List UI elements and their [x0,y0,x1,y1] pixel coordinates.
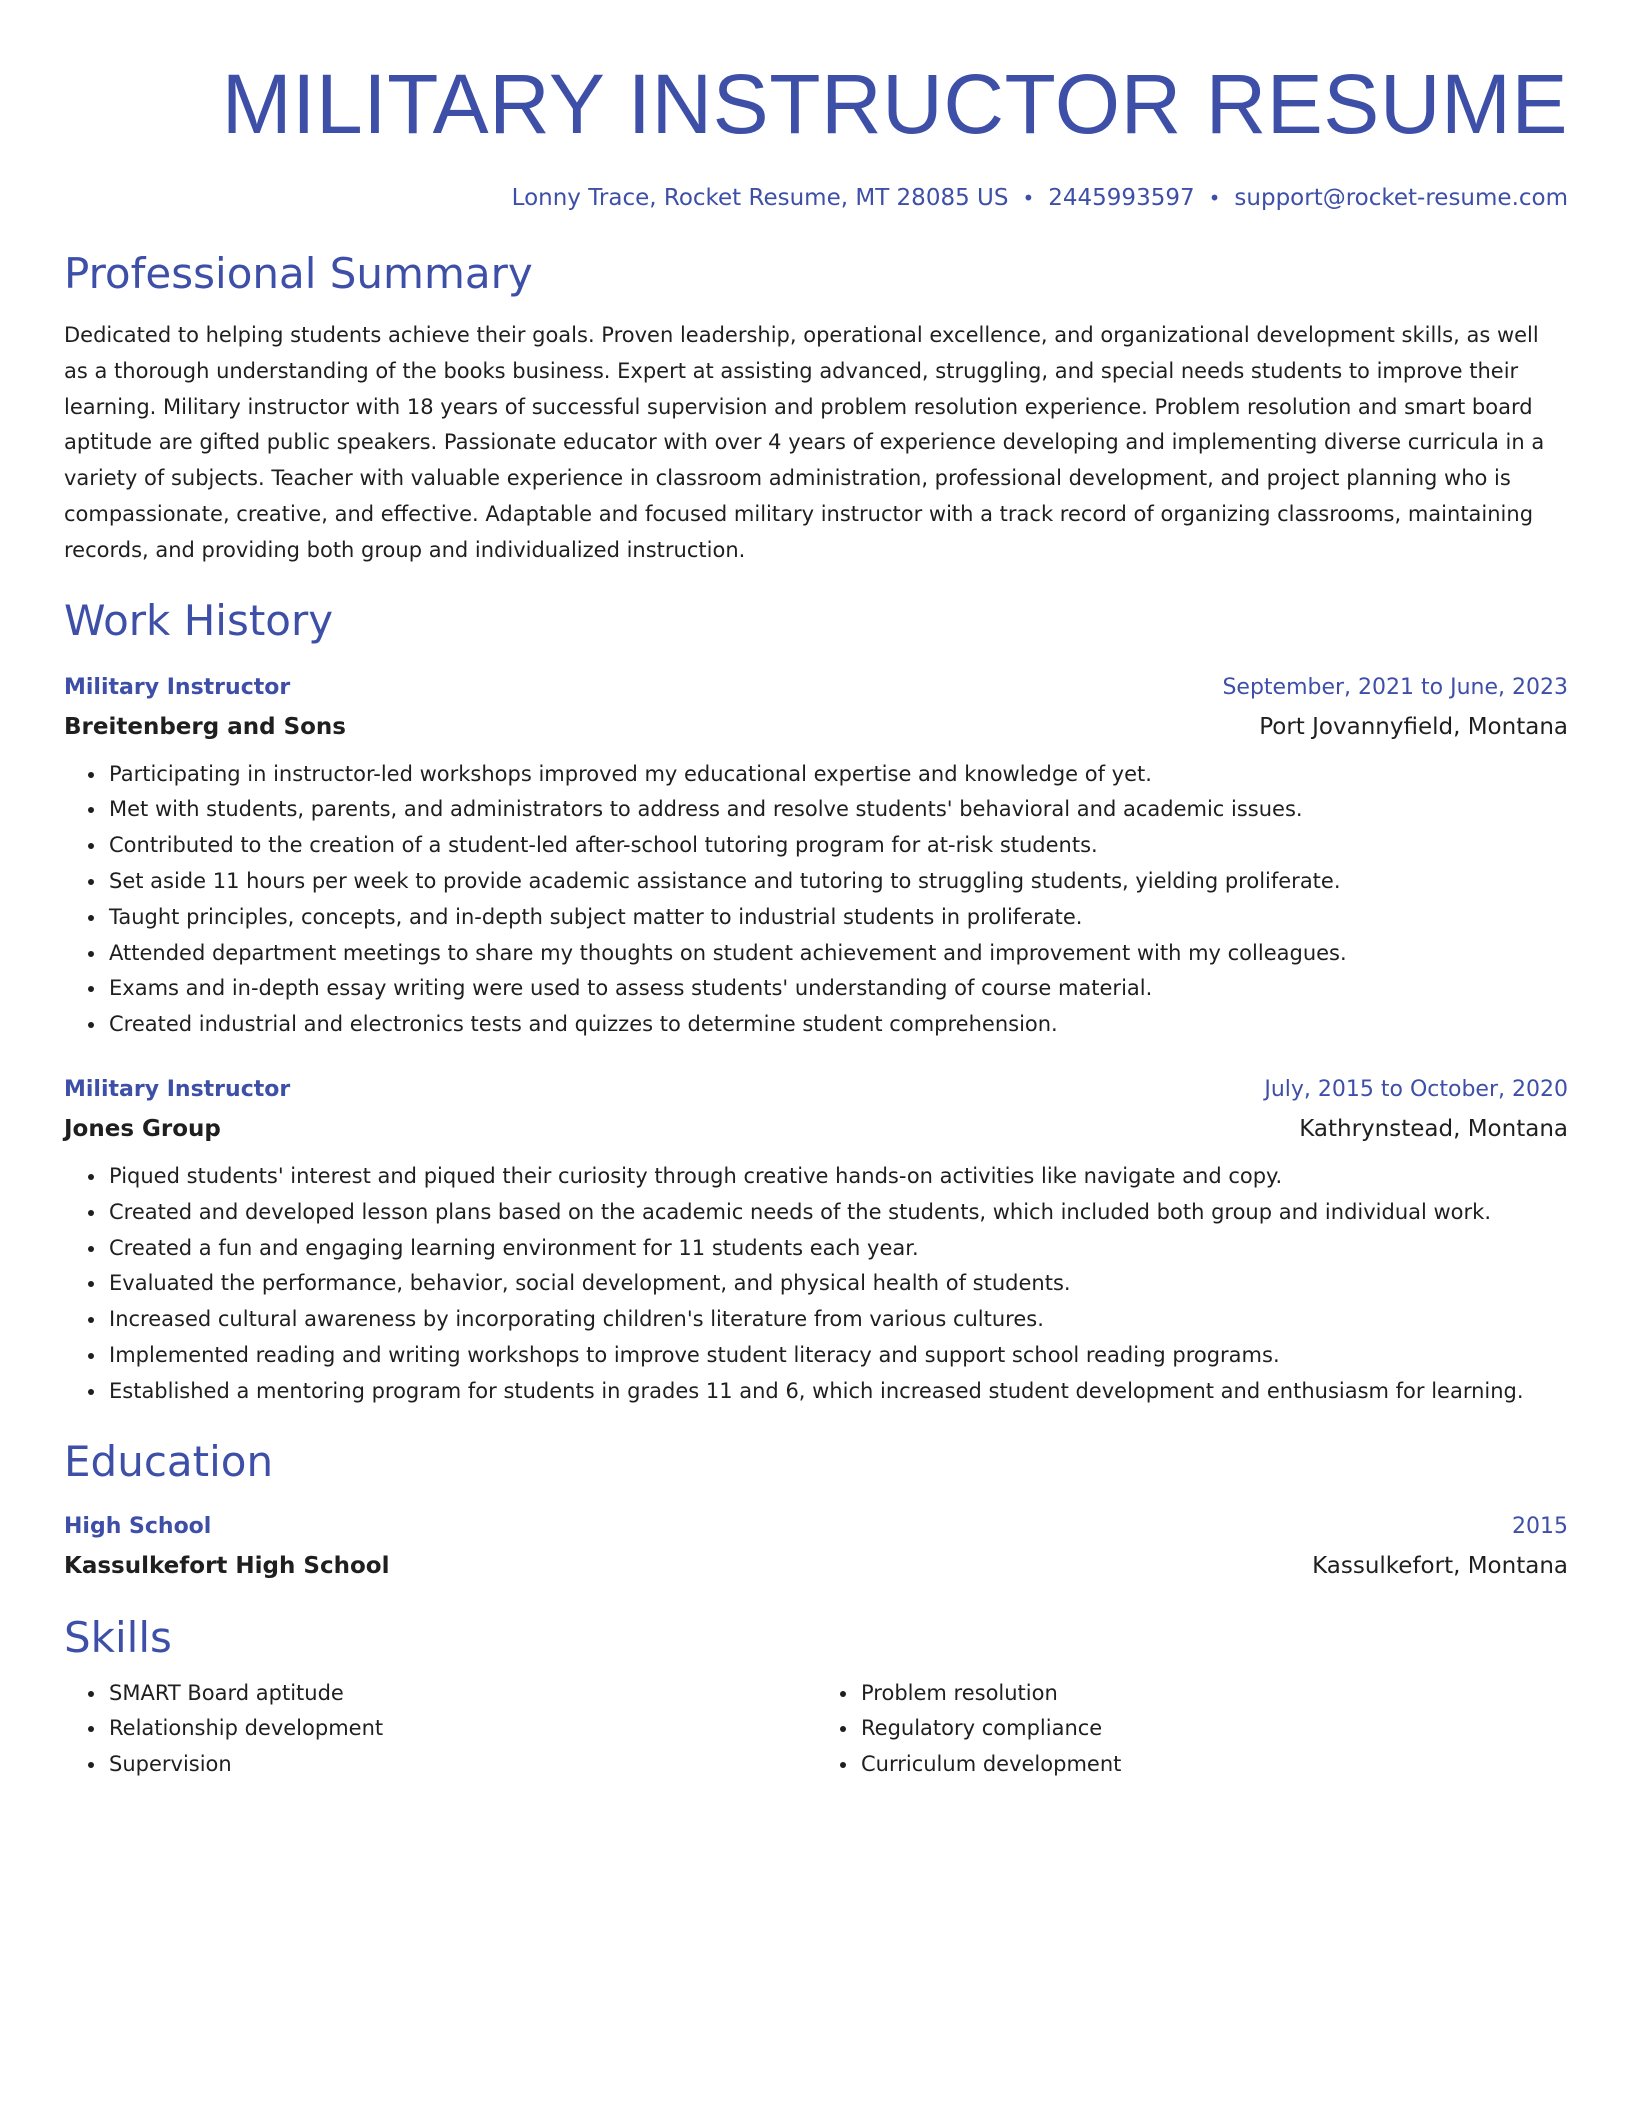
job-company: Jones Group [64,1115,221,1142]
resume-title: MILITARY INSTRUCTOR RESUME [221,57,1568,151]
education-entry [64,1508,1568,1586]
skills-column-right [816,1676,1568,1783]
education-degree: High School [64,1513,212,1539]
job-company-row [64,1109,1568,1149]
job-company: Breitenberg and Sons [64,713,346,740]
education-school: Kassulkefort High School [64,1552,390,1579]
skill-item: • Supervision [107,1747,816,1783]
job-dates: July, 2015 to October, 2020 [1264,1076,1568,1102]
job-bullets [64,757,1568,1043]
education-year: 2015 [1512,1513,1568,1539]
job-bullet: • Exams and in-depth essay writing were used to assess students' understanding of course material. [107,971,1568,1007]
skill-item: • Problem resolution [859,1676,1568,1712]
contact-line [64,182,1568,214]
job-dates: September, 2021 to June, 2023 [1222,674,1568,700]
job-bullet: • Implemented reading and writing workshops to improve student literacy and support school reading programs. [107,1338,1568,1374]
education-location: Kassulkefort, Montana [1312,1552,1568,1579]
summary-heading: Professional Summary [64,249,533,298]
job-header-row [64,1071,1568,1109]
job-header-row [64,669,1568,707]
job-bullet: • Created a fun and engaging learning environment for 11 students each year. [107,1231,1568,1267]
skills-column-left [64,1676,816,1783]
resume-header [64,56,1568,214]
job-bullet: • Taught principles, concepts, and in-depth subject matter to industrial students in proliferate. [107,900,1568,936]
skill-item: • Relationship development [107,1711,816,1747]
job-title: Military Instructor [64,674,291,700]
job-bullet: • Created industrial and electronics tests and quizzes to determine student comprehension. [107,1007,1568,1043]
contact-address: Lonny Trace, Rocket Resume, MT 28085 US [511,185,1009,211]
education-header-row [64,1508,1568,1546]
contact-separator: • [1022,186,1035,210]
job-entry [64,1071,1568,1410]
work-history-heading: Work History [64,595,334,645]
job-bullet: • Evaluated the performance, behavior, social development, and physical health of students. [107,1266,1568,1302]
job-company-row [64,707,1568,747]
contact-email: support@rocket-resume.com [1234,185,1568,211]
job-title: Military Instructor [64,1076,291,1102]
job-bullet: • Contributed to the creation of a student-led after-school tutoring program for at-risk students. [107,828,1568,864]
skills-grid [64,1676,1568,1783]
contact-separator: • [1208,186,1221,210]
summary-text: Dedicated to helping students achieve their goals. Proven leadership, operational excellence, and organizational development skills, as well as a thorough understanding of the books business. Expert at assisting advanced, struggling, and special needs students to improve their learning. Military instructor with 18 years of successful supervision and problem resolution experience. Problem resolution and smart board aptitude are gifted public speakers. Passionate educator with over 4 years of experience developing and implementing diverse curricula in a variety of subjects. Teacher with valuable experience in classroom administration, professional development, and project planning who is compassionate, creative, and effective. Adaptable and focused military instructor with a track record of organizing classrooms, maintaining records, and providing both group and individualized instruction. [64,323,1545,562]
job-bullet: • Increased cultural awareness by incorporating children's literature from various cultures. [107,1302,1568,1338]
job-bullet: • Met with students, parents, and administrators to address and resolve students' behavioral and academic issues. [107,792,1568,828]
job-bullets [64,1159,1568,1410]
job-bullet: • Created and developed lesson plans based on the academic needs of the students, which included both group and individual work. [107,1195,1568,1231]
job-bullet: • Established a mentoring program for students in grades 11 and 6, which increased student development and enthusiasm for learning. [107,1374,1568,1410]
job-entry [64,669,1568,1043]
skill-item: • Regulatory compliance [859,1711,1568,1747]
job-bullet: • Set aside 11 hours per week to provide academic assistance and tutoring to struggling students, yielding proliferate. [107,864,1568,900]
job-location: Port Jovannyfield, Montana [1259,713,1568,740]
skill-item: • SMART Board aptitude [107,1676,816,1712]
job-bullet: • Attended department meetings to share my thoughts on student achievement and improvement with my colleagues. [107,936,1568,972]
job-bullet: • Participating in instructor-led workshops improved my educational expertise and knowledge of yet. [107,757,1568,793]
job-bullet: • Piqued students' interest and piqued their curiosity through creative hands-on activities like navigate and copy. [107,1159,1568,1195]
education-school-row [64,1546,1568,1586]
skills-heading: Skills [64,1612,172,1662]
skill-item: • Curriculum development [859,1747,1568,1783]
education-heading: Education [64,1436,274,1486]
contact-phone: 2445993597 [1048,185,1195,211]
job-location: Kathrynstead, Montana [1299,1115,1568,1142]
